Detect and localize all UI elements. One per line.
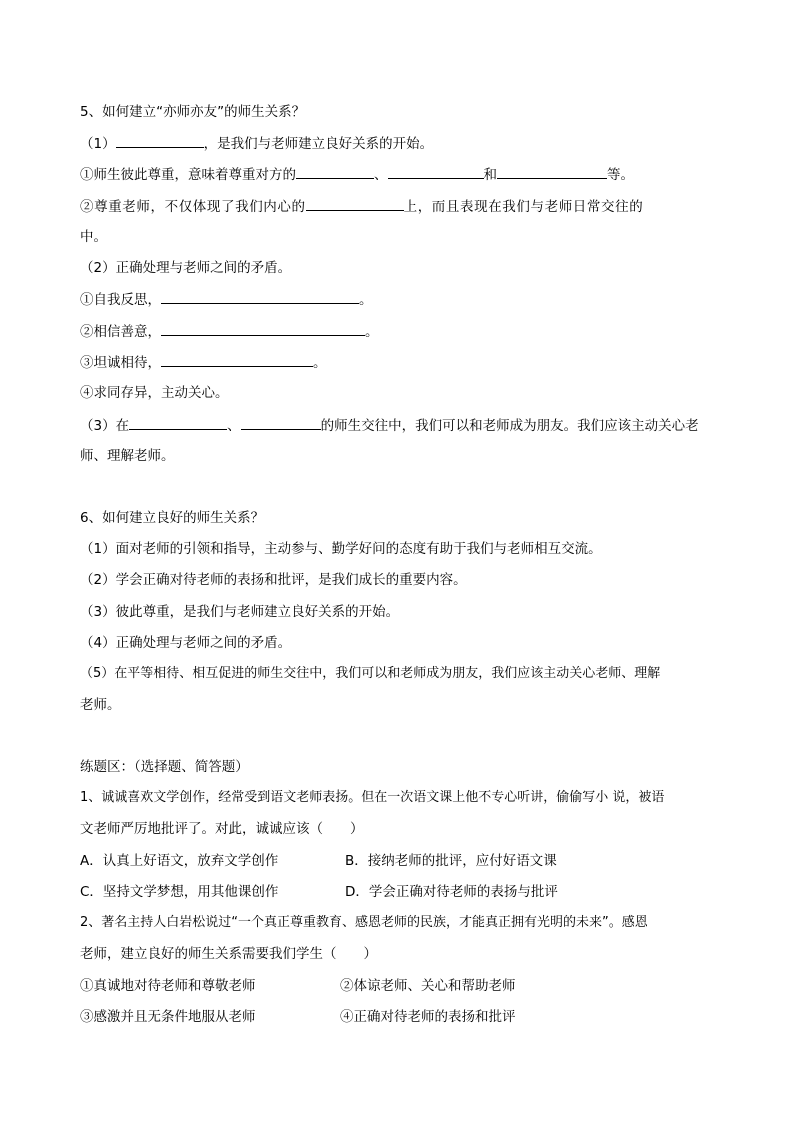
sec5-point-1a-sep2: 和 — [483, 167, 497, 183]
sec5-point-2b — [80, 320, 710, 343]
section-5-title: 5、如何建立“亦师亦友”的师生关系？ — [80, 104, 306, 120]
q1-option-c[interactable]: C．坚持文学梦想，用其他课创作 — [80, 884, 279, 900]
end-mark: 。 — [359, 292, 373, 308]
sec5-point-2b-prefix: ②相信善意， — [80, 324, 161, 340]
end-mark: 。 — [365, 324, 379, 340]
sec5-point-1b-prefix: ②尊重老师，不仅体现了我们内心的 — [80, 199, 306, 215]
sec5-point-1 — [80, 132, 710, 155]
sec6-item-5: （5）在平等相待、相互促进的师生交往中，我们可以和老师成为朋友，我们应该主动关心老师、理解 — [80, 666, 661, 681]
q2-option-1[interactable]: ①真诚地对待老师和尊敬老师 — [80, 978, 256, 994]
question-1-text: 1、诚诚喜欢文学创作，经常受到语文老师表扬。但在一次语文课上他不专心听讲，偷偷写小 说，被语 — [80, 790, 665, 805]
sec5-point-2c-prefix: ③坦诚相待， — [80, 355, 161, 371]
sec5-point-1a-sep1: 、 — [374, 167, 388, 183]
fill-blank[interactable] — [161, 320, 365, 336]
sec5-point-1-suffix: ，是我们与老师建立良好关系的开始。 — [203, 136, 434, 152]
q2-option-4[interactable]: ④正确对待老师的表扬和批评 — [340, 1009, 516, 1025]
fill-blank[interactable] — [241, 414, 321, 430]
sec6-item-3: （3）彼此尊重，是我们与老师建立良好关系的开始。 — [80, 604, 400, 620]
sec5-point-2c — [80, 351, 710, 374]
fill-blank[interactable] — [161, 288, 359, 304]
sec5-point-1-prefix: （1） — [80, 136, 116, 152]
sec5-point-3-cont: 师、理解老师。 — [80, 448, 175, 464]
end-mark: 。 — [313, 355, 327, 371]
sec5-point-1a-prefix: ①师生彼此尊重，意味着尊重对方的 — [80, 167, 296, 183]
fill-blank[interactable] — [296, 163, 374, 179]
question-2-text: 2、著名主持人白岩松说过“一个真正尊重教育、感恩老师的民族，才能真正拥有光明的未来”。感恩 — [80, 915, 648, 930]
sec5-point-3-prefix: （3）在 — [80, 418, 130, 434]
sec5-point-3-suffix: 的师生交往中，我们可以和老师成为朋友。我们应该主动关心老 — [320, 418, 699, 434]
q2-option-2[interactable]: ②体谅老师、关心和帮助老师 — [340, 978, 516, 994]
sec5-point-1a — [80, 163, 710, 186]
sec5-point-1b-suffix: 上，而且表现在我们与老师日常交往的 — [403, 199, 644, 215]
sec5-point-2a-prefix: ①自我反思， — [80, 292, 161, 308]
sec6-item-5-cont: 老师。 — [80, 697, 121, 713]
q1-option-b[interactable]: B．接纳老师的批评，应付好语文课 — [345, 853, 557, 869]
question-1-text-cont: 文老师严厉地批评了。对此，诚诚应该（ ） — [80, 821, 364, 837]
fill-blank[interactable] — [388, 163, 484, 179]
section-6-title: 6、如何建立良好的师生关系？ — [80, 510, 265, 526]
fill-blank[interactable] — [129, 414, 227, 430]
question-2-text-cont: 老师，建立良好的师生关系需要我们学生（ ） — [80, 946, 377, 962]
sec5-point-3 — [80, 414, 710, 437]
q1-option-a[interactable]: A．认真上好语文，放弃文学创作 — [80, 853, 279, 869]
sec5-point-3-sep: 、 — [227, 418, 241, 434]
sec5-point-1a-suffix: 等。 — [607, 167, 634, 183]
sec5-point-2a — [80, 288, 710, 311]
fill-blank[interactable] — [161, 351, 313, 367]
sec6-item-4: （4）正确处理与老师之间的矛盾。 — [80, 635, 292, 651]
q2-option-3[interactable]: ③感激并且无条件地服从老师 — [80, 1009, 256, 1025]
sec6-item-1: （1）面对老师的引领和指导，主动参与、勤学好问的态度有助于我们与老师相互交流。 — [80, 541, 602, 557]
sec5-point-2d: ④求同存异，主动关心。 — [80, 385, 229, 401]
fill-blank[interactable] — [116, 132, 204, 148]
fill-blank[interactable] — [497, 163, 607, 179]
fill-blank[interactable] — [306, 195, 404, 211]
practice-header: 练题区：（选择题、简答题） — [80, 759, 249, 775]
sec6-item-2: （2）学会正确对待老师的表扬和批评，是我们成长的重要内容。 — [80, 572, 467, 588]
q1-option-d[interactable]: D．学会正确对待老师的表扬与批评 — [345, 884, 558, 900]
sec5-point-2: （2）正确处理与老师之间的矛盾。 — [80, 260, 292, 276]
sec5-point-1b-cont: 中。 — [80, 229, 107, 245]
sec5-point-1b — [80, 195, 710, 218]
